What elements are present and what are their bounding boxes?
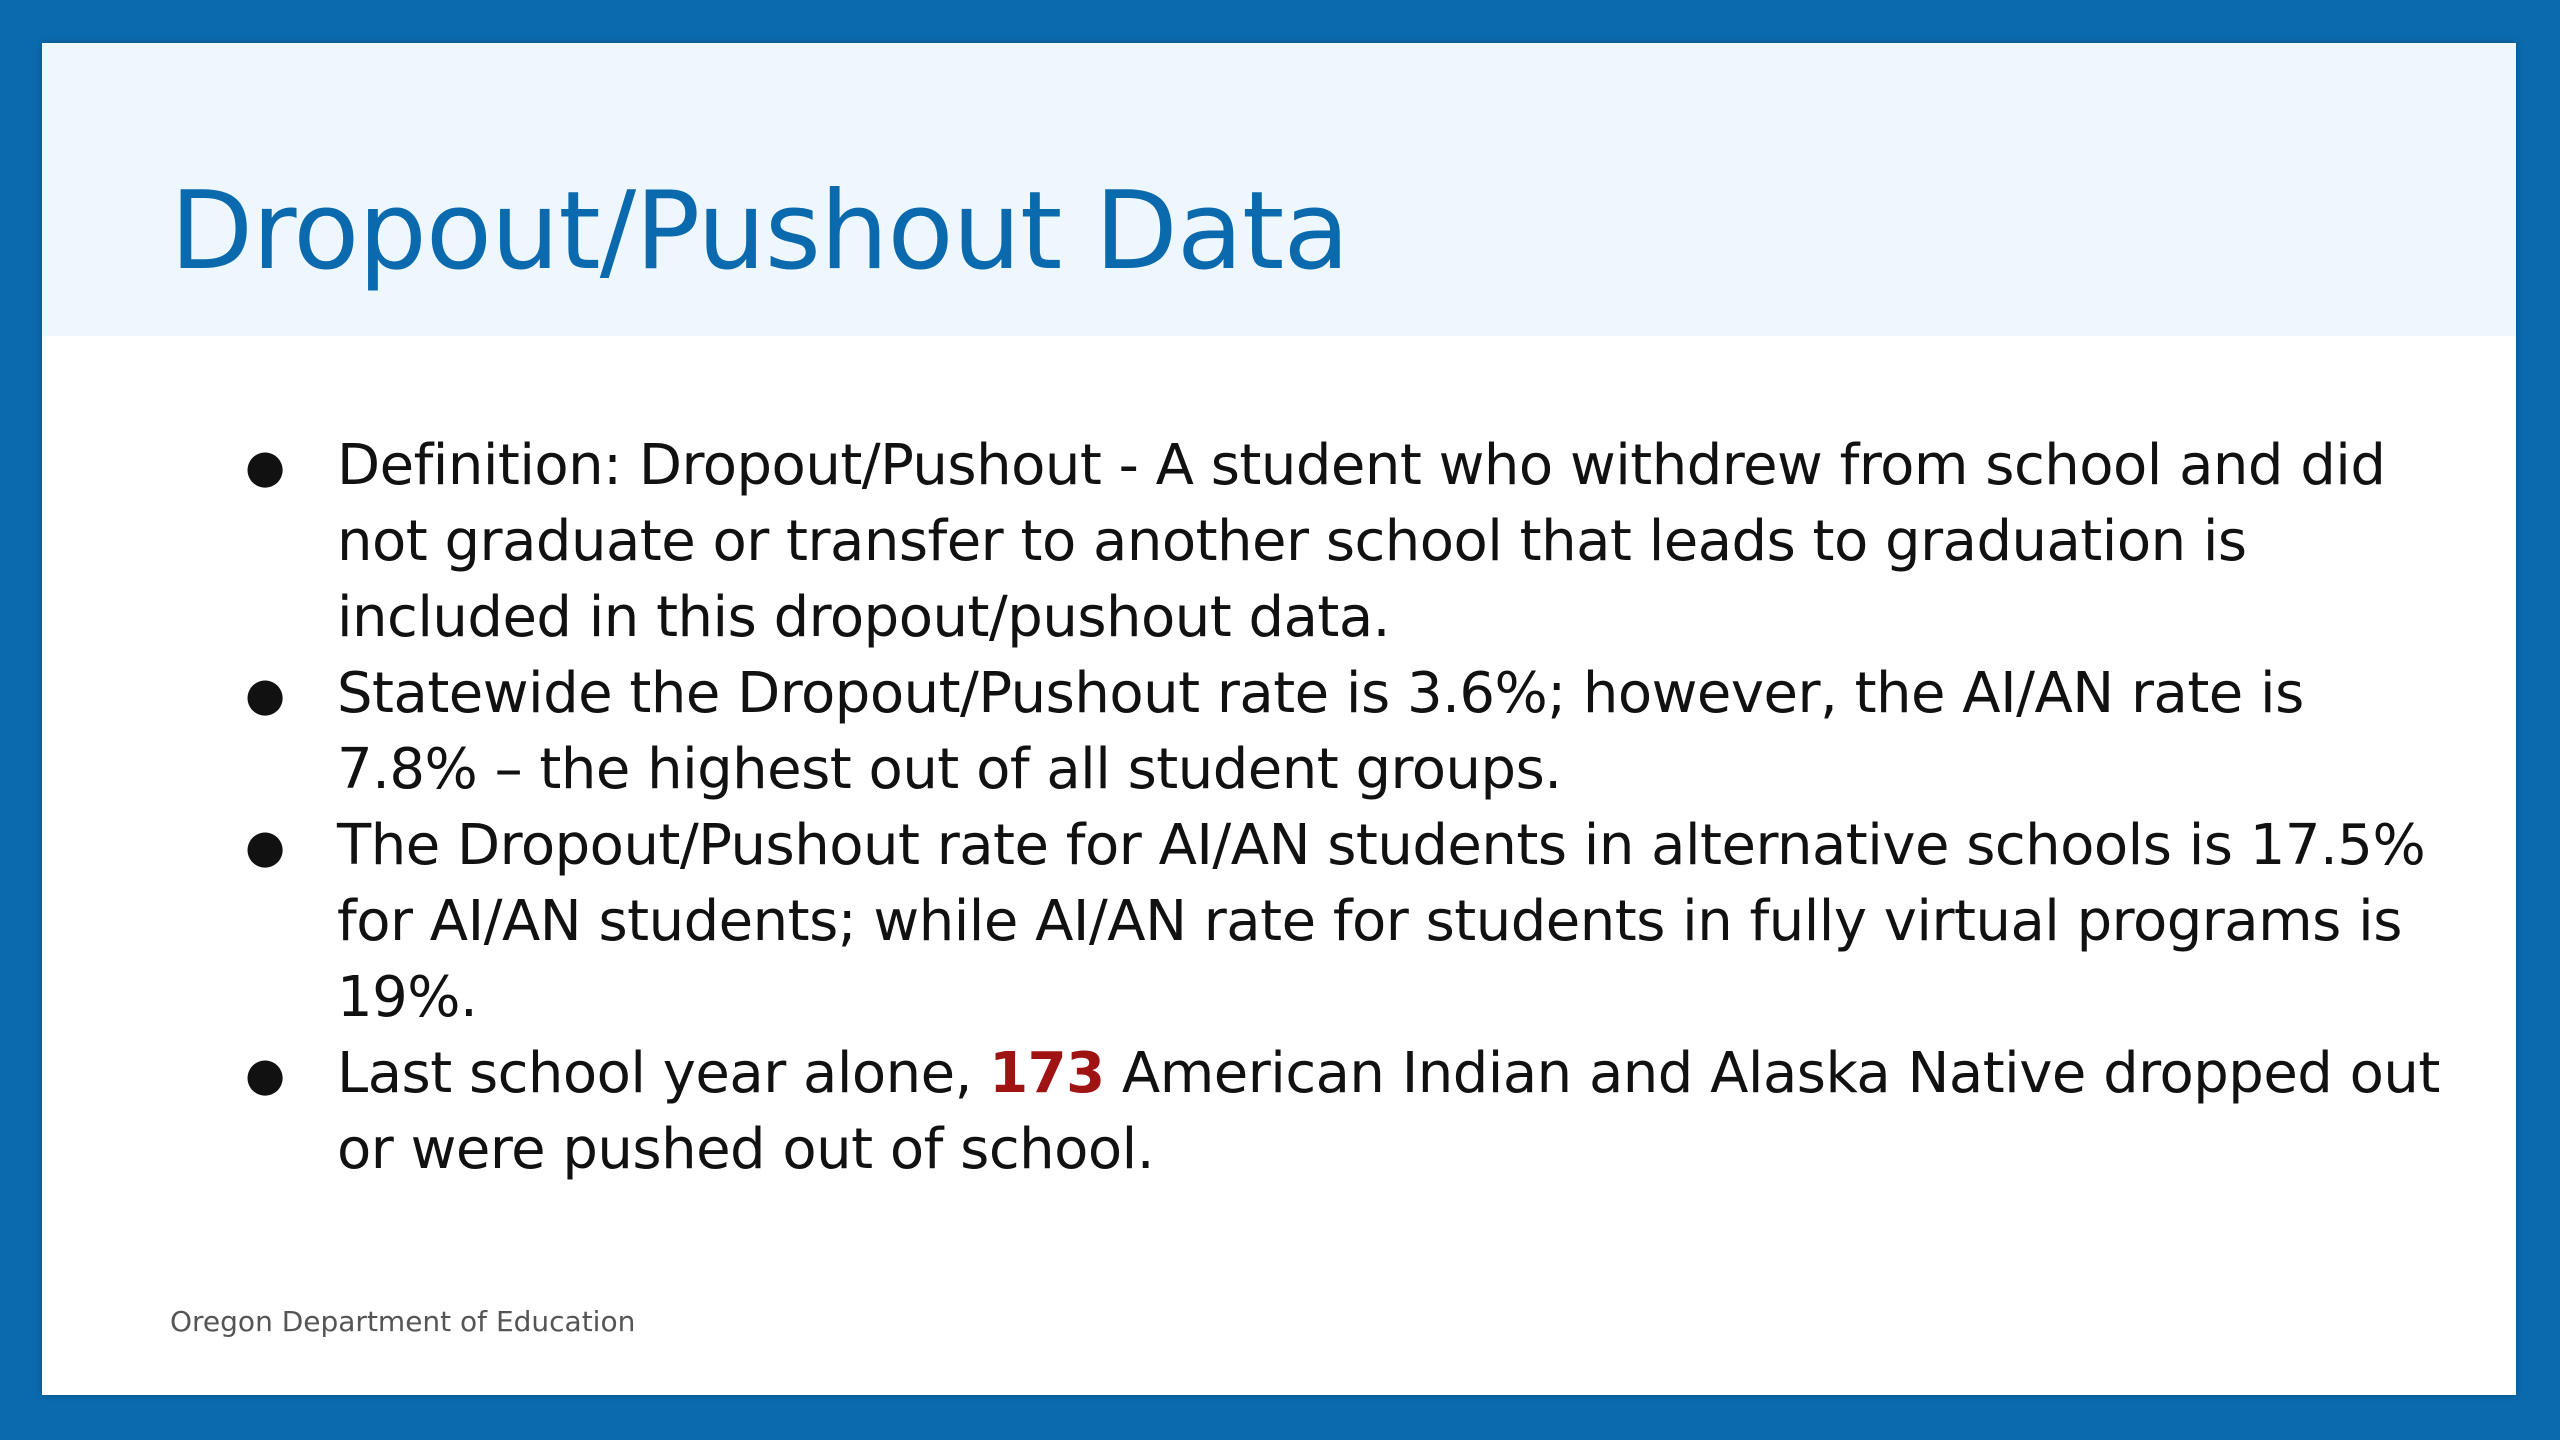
bullet-text: Statewide the Dropout/Pushout rate is 3.6%; however, the AI/AN rate is 7.8% – the highest out of all student groups. — [337, 661, 2304, 802]
footer-organization: Oregon Department of Education — [170, 1305, 636, 1338]
bullet-dot-icon: ● — [245, 439, 285, 493]
bullet-dot-icon: ● — [245, 819, 285, 873]
bullet-dot-icon: ● — [245, 1047, 285, 1101]
highlight-count: 173 — [989, 1041, 1105, 1106]
bullet-list — [197, 428, 2447, 1188]
bullet-text-after: American Indian and Alaska Native dropped out or were pushed out of school. — [337, 1041, 2440, 1182]
bullet-item-last-year — [197, 1036, 2447, 1188]
bullet-text: Definition: Dropout/Pushout - A student who withdrew from school and did not graduate or transfer to another school that leads to graduation is included in this dropout/pushout data. — [337, 433, 2386, 650]
bullet-item-alternative-schools — [197, 808, 2447, 1036]
bullet-dot-icon: ● — [245, 667, 285, 721]
bullet-item-definition — [197, 428, 2447, 656]
bullet-text: The Dropout/Pushout rate for AI/AN students in alternative schools is 17.5% for AI/AN students; while AI/AN rate for students in fully virtual programs is 19%. — [337, 813, 2426, 1030]
bullet-item-statewide-rate — [197, 656, 2447, 808]
slide-title: Dropout/Pushout Data — [170, 169, 1349, 294]
bullet-text-before: Last school year alone, — [337, 1041, 990, 1106]
slide — [42, 43, 2516, 1395]
